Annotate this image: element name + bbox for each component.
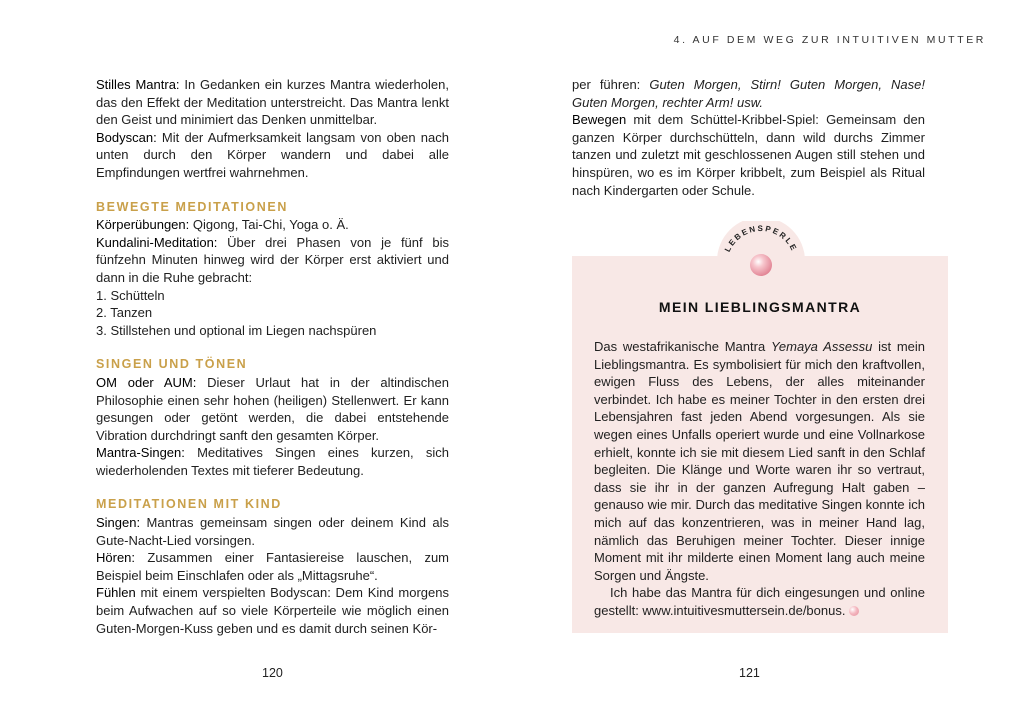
page-number-right: 121	[739, 666, 760, 680]
paragraph-continuation	[572, 76, 925, 111]
paragraph-koerperuebungen	[96, 216, 449, 234]
paragraph-text: mit dem Schüttel-Kribbel-Spiel: Gemeinsam den ganzen Körper durchschütteln, dann wild durchs Zimmer tanzen und zuletzt mit geschlossenen Augen still stehen und hinspüren, wo es im Körper kribbelt, zum Beispiel als Ritual nach Kindergarten oder Schule.	[572, 112, 925, 198]
end-pearl-icon	[849, 606, 859, 616]
paragraph-singen	[96, 514, 449, 549]
term-label: Singen:	[96, 515, 141, 531]
running-head: 4. AUF DEM WEG ZUR INTUITIVEN MUTTER	[673, 34, 986, 46]
paragraph-text: Meditatives Singen eines kurzen, sich wiederholenden Textes mit tieferer Bedeutung.	[96, 445, 449, 478]
paragraph-hoeren	[96, 549, 449, 584]
paragraph-bodyscan	[96, 129, 449, 182]
box-paragraph-1	[594, 338, 925, 584]
paragraph-text: In Gedanken ein kurzes Mantra wiederholen, das den Effekt der Meditation unterstreicht. Das Mantra lenkt den Geist und minimiert das Denken unmittelbar.	[96, 77, 449, 128]
list-item: 2. Tanzen	[96, 305, 153, 321]
pearl-icon	[750, 254, 772, 276]
term-label: Bodyscan:	[96, 129, 157, 145]
left-page	[96, 76, 449, 637]
paragraph-text: Über drei Phasen von je fünf bis fünfzehn Minuten hinweg wird der Körper erst aktiviert und dann in die Ruhe gebracht:	[96, 234, 449, 285]
paragraph-text: Zusammen einer Fantasiereise lauschen, zum Beispiel beim Einschlafen oder als „Mittagsruhe“.	[96, 550, 449, 583]
term-label: Stilles Mantra:	[96, 77, 180, 92]
paragraph-text: per führen:	[572, 77, 650, 92]
section-heading-singen: SINGEN UND TÖNEN	[96, 357, 248, 372]
right-page	[572, 76, 925, 199]
paragraph-text: Mit der Aufmerksamkeit langsam von oben nach unten durch den Körper wandern und dabei alle Empfindungen wertfrei wahrnehmen.	[96, 129, 449, 180]
term-label: Körperübungen:	[96, 217, 190, 233]
section-heading-bewegte: BEWEGTE MEDITATIONEN	[96, 199, 288, 214]
term-label: OM oder AUM:	[96, 374, 197, 390]
page-number-left: 120	[262, 666, 283, 680]
italic-text: Yemaya Assessu	[770, 339, 873, 354]
paragraph-text: Qigong, Tai-Chi, Yoga o. Ä.	[189, 217, 349, 233]
paragraph-text: Mantras gemeinsam singen oder deinem Kind als Gute-Nacht-Lied vorsingen.	[96, 515, 449, 548]
section-heading-kind: MEDITATIONEN MIT KIND	[96, 497, 282, 512]
paragraph-stilles-mantra	[96, 76, 449, 129]
term-label: Mantra-Singen:	[96, 445, 185, 461]
paragraph-text: Das westafrikanische Mantra	[594, 339, 771, 354]
box-paragraph-2	[594, 584, 925, 619]
paragraph-kundalini	[96, 234, 449, 287]
term-label: Bewegen	[572, 112, 627, 128]
paragraph-om	[96, 374, 449, 444]
term-label: Fühlen	[96, 585, 136, 601]
box-body	[594, 338, 925, 620]
italic-text: Guten Morgen, Stirn! Guten Morgen, Nase! Guten Morgen, rechter Arm! usw.	[572, 77, 925, 110]
box-title: MEIN LIEBLINGSMANTRA	[658, 299, 862, 315]
list-item: 1. Schütteln	[96, 287, 165, 303]
paragraph-text: Ich habe das Mantra für dich eingesungen und online gestellt: www.intuitivesmuttersein.de/bonus.	[594, 585, 925, 618]
paragraph-text: Dieser Urlaut hat in der altindischen Philosophie einen sehr hohen (heiligen) Stellenwert. Er kann gesungen oder getönt werden, die dabei entstehende Vibration durchdringt sanft den gesamten Körper.	[96, 374, 449, 443]
term-label: Hören:	[96, 550, 136, 566]
badge-text: LEBENSPERLE	[722, 223, 800, 254]
list-item: 3. Stillstehen und optional im Liegen nachspüren	[96, 322, 377, 338]
paragraph-bewegen	[572, 111, 925, 199]
pearl-badge-icon	[717, 221, 805, 281]
paragraph-fuehlen	[96, 584, 449, 637]
paragraph-mantra-singen	[96, 444, 449, 479]
paragraph-text: ist mein Lieblingsmantra. Es symbolisiert für mich den kraftvollen, ewigen Fluss des Lebens, der alles miteinander verbindet. Ich habe es meiner Tochter in den ersten drei Lebensjahren fast jeden Abend vorgesungen. Als sie wegen eines Unfalls operiert wurde und eine Vollnarkose erhielt, konnte ich sie mit diesem Lied sanft in den Schlaf begleiten. Die Klänge und Worte waren ihr so vertraut, dass sie ihr in der ganzen Aufregung Halt gaben – genauso wie mir. Durch das meditative Singen konnte ich mich auf das konzentrieren, was in meiner Hand lag, nämlich das Beruhigen meiner Tochter. Dieser innige Moment mit ihr milderte einen Moment lang auch meine Sorgen und Ängste.	[594, 339, 925, 583]
term-label: Kundalini-Meditation:	[96, 234, 218, 250]
paragraph-text: mit einem verspielten Bodyscan: Dem Kind morgens beim Aufwachen auf so viele Körperteile wie möglich einen Guten-Morgen-Kuss geben und es damit durch seinen Kör-	[96, 585, 449, 636]
